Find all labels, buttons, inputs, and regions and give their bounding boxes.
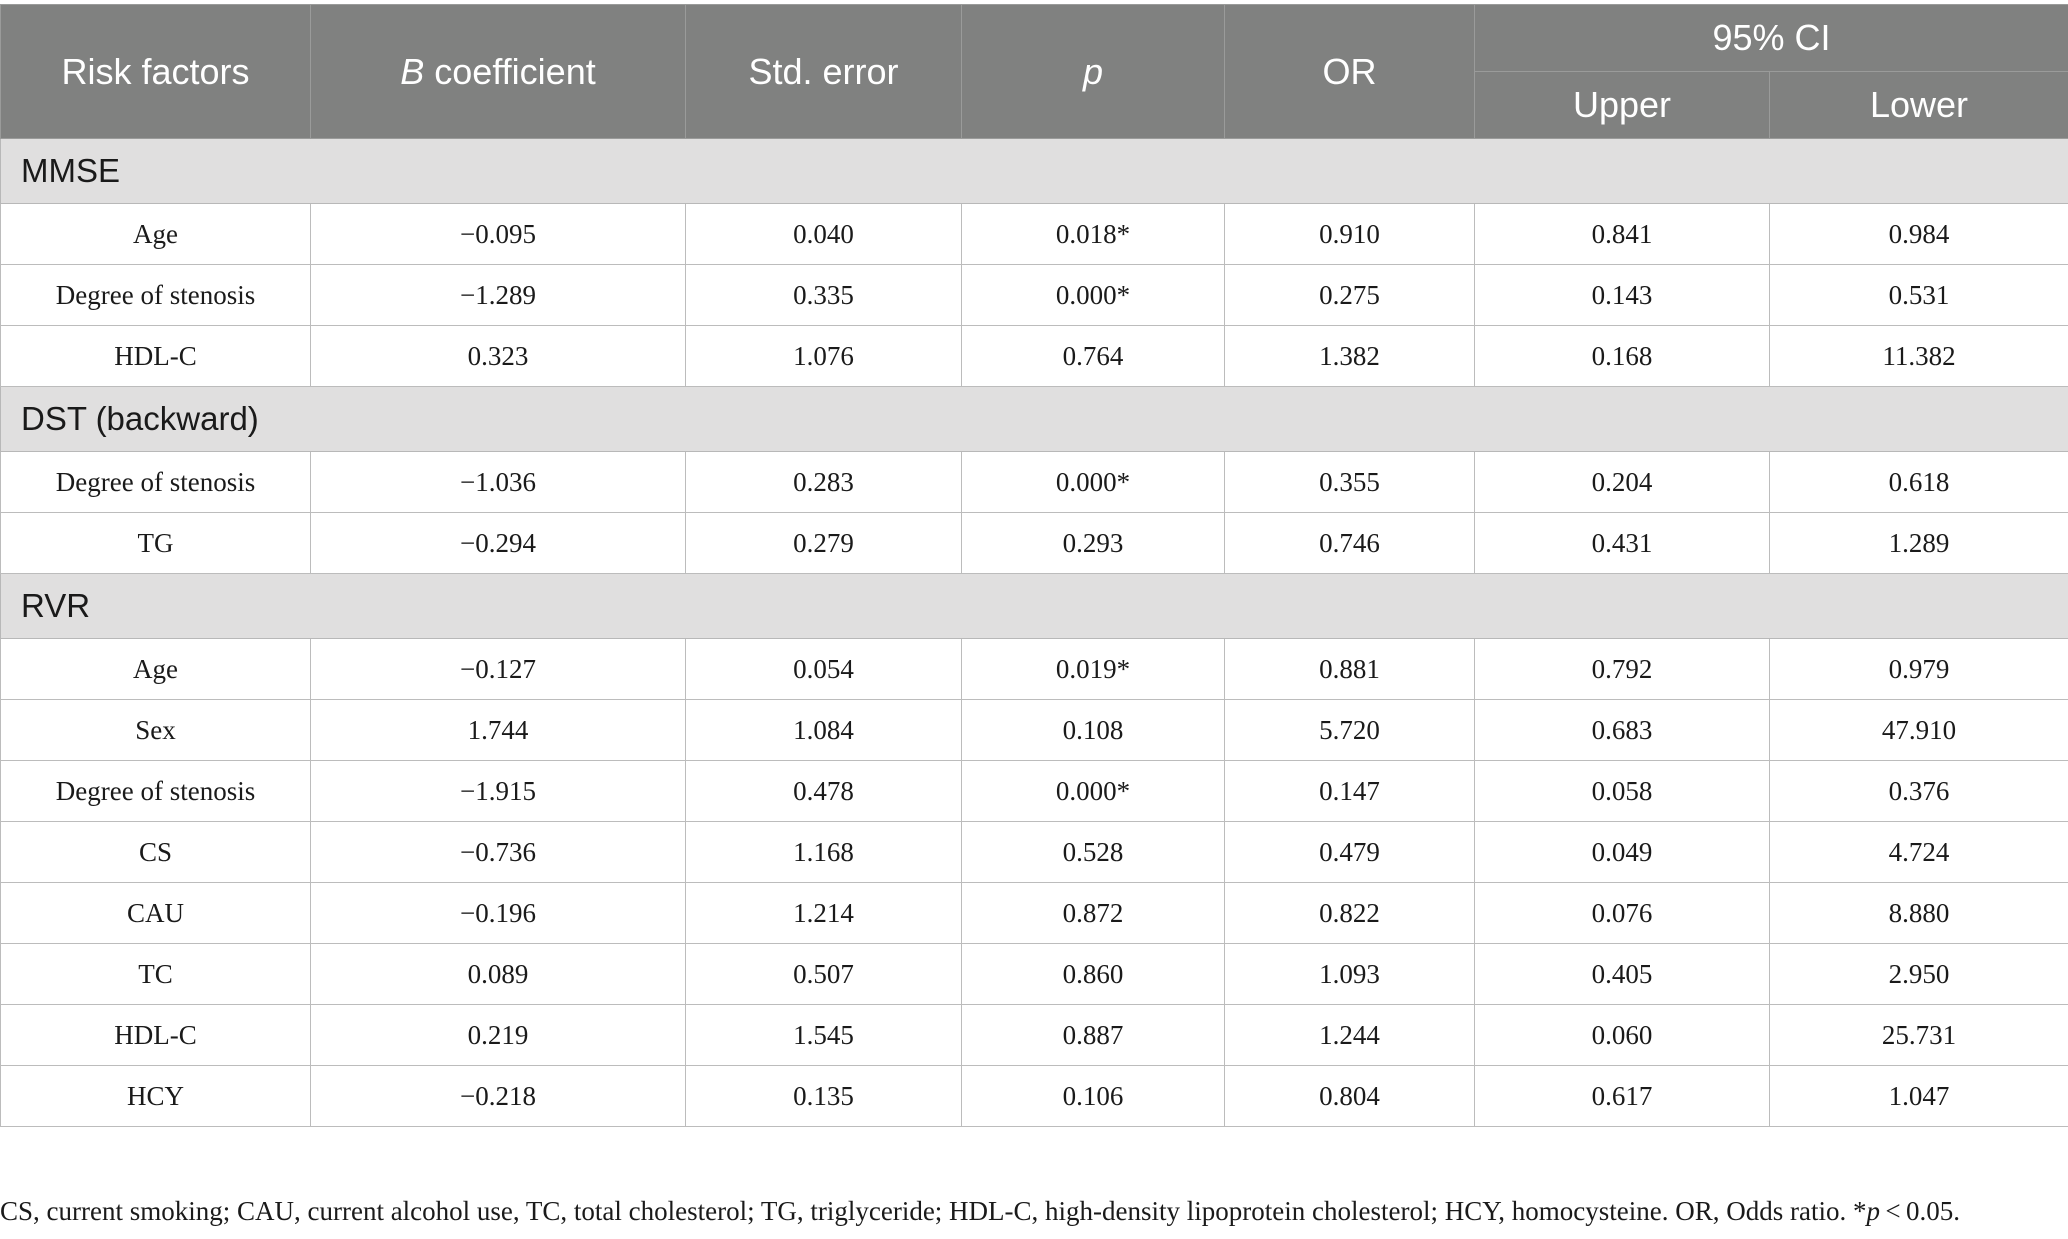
table-row xyxy=(1,1005,2068,1066)
cell-std-error: 0.040 xyxy=(686,204,962,265)
cell-p-value: 0.764 xyxy=(962,326,1225,387)
table-row xyxy=(1,700,2068,761)
cell-ci-lower: 0.376 xyxy=(1770,761,2068,822)
cell-b-coefficient: 1.744 xyxy=(311,700,686,761)
cell-ci-lower: 0.531 xyxy=(1770,265,2068,326)
section-title: RVR xyxy=(1,574,2068,639)
header-b-label: coefficient xyxy=(424,50,596,92)
cell-p-value: 0.528 xyxy=(962,822,1225,883)
cell-ci-upper: 0.431 xyxy=(1475,513,1770,574)
section-row xyxy=(1,574,2068,639)
cell-odds-ratio: 0.804 xyxy=(1225,1066,1475,1127)
cell-odds-ratio: 0.479 xyxy=(1225,822,1475,883)
cell-risk-factor: CAU xyxy=(1,883,311,944)
cell-odds-ratio: 0.822 xyxy=(1225,883,1475,944)
cell-ci-lower: 8.880 xyxy=(1770,883,2068,944)
cell-p-value: 0.000* xyxy=(962,452,1225,513)
cell-p-value: 0.872 xyxy=(962,883,1225,944)
table-row xyxy=(1,326,2068,387)
cell-p-value: 0.293 xyxy=(962,513,1225,574)
header-ci-upper: Upper xyxy=(1475,72,1770,139)
table-row xyxy=(1,944,2068,1005)
header-b-symbol: B xyxy=(400,50,425,92)
cell-ci-lower: 25.731 xyxy=(1770,1005,2068,1066)
cell-p-value: 0.000* xyxy=(962,761,1225,822)
table-row xyxy=(1,1066,2068,1127)
table-row xyxy=(1,452,2068,513)
table-header xyxy=(1,5,2068,139)
cell-ci-lower: 4.724 xyxy=(1770,822,2068,883)
table-row xyxy=(1,265,2068,326)
cell-b-coefficient: −0.196 xyxy=(311,883,686,944)
cell-odds-ratio: 0.355 xyxy=(1225,452,1475,513)
cell-ci-lower: 0.984 xyxy=(1770,204,2068,265)
cell-risk-factor: CS xyxy=(1,822,311,883)
header-risk-factors: Risk factors xyxy=(1,5,311,139)
cell-risk-factor: HDL-C xyxy=(1,1005,311,1066)
header-std-error: Std. error xyxy=(686,5,962,139)
section-title: MMSE xyxy=(1,139,2068,204)
cell-odds-ratio: 0.746 xyxy=(1225,513,1475,574)
section-row xyxy=(1,387,2068,452)
cell-ci-lower: 1.289 xyxy=(1770,513,2068,574)
cell-std-error: 1.545 xyxy=(686,1005,962,1066)
cell-std-error: 0.279 xyxy=(686,513,962,574)
cell-b-coefficient: −0.127 xyxy=(311,639,686,700)
cell-std-error: 0.335 xyxy=(686,265,962,326)
cell-ci-upper: 0.683 xyxy=(1475,700,1770,761)
cell-risk-factor: Degree of stenosis xyxy=(1,265,311,326)
cell-p-value: 0.000* xyxy=(962,265,1225,326)
cell-risk-factor: TG xyxy=(1,513,311,574)
cell-b-coefficient: −1.289 xyxy=(311,265,686,326)
cell-odds-ratio: 1.382 xyxy=(1225,326,1475,387)
cell-std-error: 0.507 xyxy=(686,944,962,1005)
cell-std-error: 1.214 xyxy=(686,883,962,944)
cell-ci-upper: 0.617 xyxy=(1475,1066,1770,1127)
header-ci-lower: Lower xyxy=(1770,72,2068,139)
cell-odds-ratio: 1.093 xyxy=(1225,944,1475,1005)
cell-risk-factor: TC xyxy=(1,944,311,1005)
footnote-p-symbol: p xyxy=(1866,1196,1880,1226)
cell-p-value: 0.106 xyxy=(962,1066,1225,1127)
header-p-symbol: p xyxy=(1082,50,1104,92)
cell-b-coefficient: −0.294 xyxy=(311,513,686,574)
footnote-text: CS, current smoking; CAU, current alcohol use, TC, total cholesterol; TG, triglyceride; HDL-C, high-density lipoprotein cholesterol; HCY, homocysteine. OR, Odds ratio. * xyxy=(0,1196,1867,1226)
cell-ci-lower: 47.910 xyxy=(1770,700,2068,761)
table-row xyxy=(1,761,2068,822)
table-row xyxy=(1,822,2068,883)
cell-p-value: 0.019* xyxy=(962,639,1225,700)
cell-risk-factor: Degree of stenosis xyxy=(1,452,311,513)
cell-b-coefficient: −1.915 xyxy=(311,761,686,822)
cell-p-value: 0.108 xyxy=(962,700,1225,761)
cell-ci-lower: 1.047 xyxy=(1770,1066,2068,1127)
header-b-coefficient xyxy=(311,5,686,139)
cell-odds-ratio: 0.881 xyxy=(1225,639,1475,700)
cell-std-error: 0.135 xyxy=(686,1066,962,1127)
cell-p-value: 0.860 xyxy=(962,944,1225,1005)
header-95-ci: 95% CI xyxy=(1475,5,2068,72)
cell-std-error: 0.478 xyxy=(686,761,962,822)
cell-odds-ratio: 0.910 xyxy=(1225,204,1475,265)
cell-risk-factor: Age xyxy=(1,639,311,700)
header-p-value xyxy=(962,5,1225,139)
cell-b-coefficient: 0.089 xyxy=(311,944,686,1005)
section-title: DST (backward) xyxy=(1,387,2068,452)
table-row xyxy=(1,204,2068,265)
cell-p-value: 0.887 xyxy=(962,1005,1225,1066)
cell-risk-factor: HDL-C xyxy=(1,326,311,387)
cell-risk-factor: Degree of stenosis xyxy=(1,761,311,822)
cell-ci-lower: 0.979 xyxy=(1770,639,2068,700)
cell-odds-ratio: 0.147 xyxy=(1225,761,1475,822)
cell-std-error: 1.084 xyxy=(686,700,962,761)
cell-risk-factor: Sex xyxy=(1,700,311,761)
results-table xyxy=(0,4,2068,1127)
cell-risk-factor: HCY xyxy=(1,1066,311,1127)
table-body xyxy=(1,139,2068,1127)
cell-std-error: 1.168 xyxy=(686,822,962,883)
cell-b-coefficient: −0.218 xyxy=(311,1066,686,1127)
cell-ci-lower: 2.950 xyxy=(1770,944,2068,1005)
cell-b-coefficient: 0.219 xyxy=(311,1005,686,1066)
cell-ci-upper: 0.841 xyxy=(1475,204,1770,265)
cell-ci-upper: 0.204 xyxy=(1475,452,1770,513)
cell-std-error: 1.076 xyxy=(686,326,962,387)
table-row xyxy=(1,883,2068,944)
cell-ci-lower: 11.382 xyxy=(1770,326,2068,387)
cell-b-coefficient: 0.323 xyxy=(311,326,686,387)
cell-ci-upper: 0.049 xyxy=(1475,822,1770,883)
section-row xyxy=(1,139,2068,204)
cell-ci-upper: 0.076 xyxy=(1475,883,1770,944)
cell-ci-upper: 0.058 xyxy=(1475,761,1770,822)
table-footnote xyxy=(0,1196,2068,1227)
cell-ci-upper: 0.060 xyxy=(1475,1005,1770,1066)
cell-odds-ratio: 1.244 xyxy=(1225,1005,1475,1066)
cell-b-coefficient: −0.095 xyxy=(311,204,686,265)
cell-std-error: 0.283 xyxy=(686,452,962,513)
cell-odds-ratio: 0.275 xyxy=(1225,265,1475,326)
cell-risk-factor: Age xyxy=(1,204,311,265)
cell-ci-upper: 0.792 xyxy=(1475,639,1770,700)
table-row xyxy=(1,639,2068,700)
cell-odds-ratio: 5.720 xyxy=(1225,700,1475,761)
table-row xyxy=(1,513,2068,574)
cell-p-value: 0.018* xyxy=(962,204,1225,265)
cell-ci-upper: 0.405 xyxy=(1475,944,1770,1005)
cell-std-error: 0.054 xyxy=(686,639,962,700)
cell-b-coefficient: −0.736 xyxy=(311,822,686,883)
footnote-threshold: < 0.05. xyxy=(1879,1196,1961,1226)
header-odds-ratio: OR xyxy=(1225,5,1475,139)
cell-ci-lower: 0.618 xyxy=(1770,452,2068,513)
cell-ci-upper: 0.168 xyxy=(1475,326,1770,387)
cell-b-coefficient: −1.036 xyxy=(311,452,686,513)
cell-ci-upper: 0.143 xyxy=(1475,265,1770,326)
